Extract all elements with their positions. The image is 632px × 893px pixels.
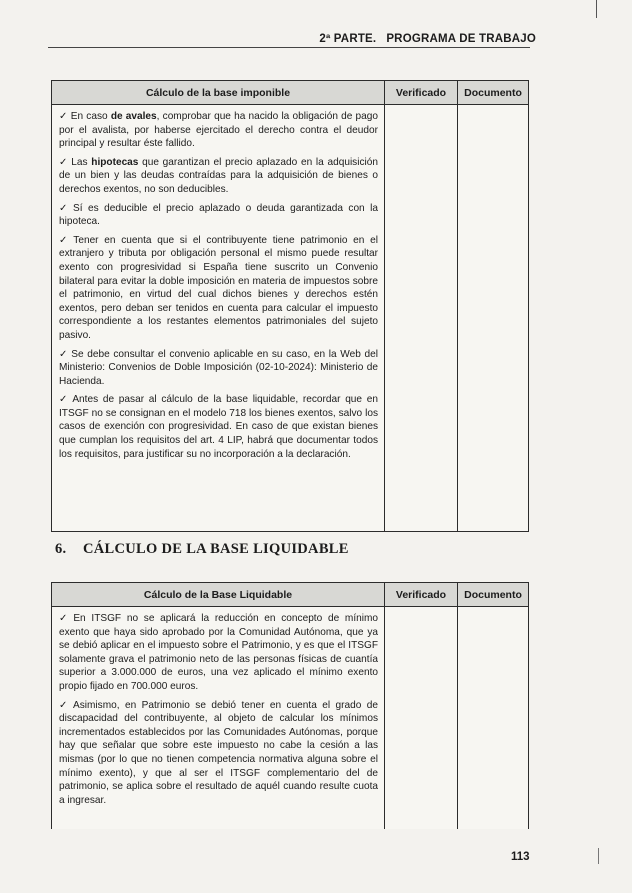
running-header — [319, 33, 536, 45]
column-header-document: Documento — [457, 583, 528, 606]
check-icon: ✓ — [59, 156, 69, 168]
check-icon: ✓ — [59, 394, 70, 406]
item-text: Las — [71, 156, 92, 168]
item-bold-text: hipotecas — [91, 156, 139, 168]
section-title-text: CÁLCULO DE LA BASE LIQUIDABLE — [83, 541, 349, 557]
column-header-verified: Verificado — [384, 81, 457, 104]
item-text: Sí es deducible el precio aplazado o deuda garantizada con la hipoteca. — [59, 202, 378, 228]
base-imponible-table — [51, 80, 529, 532]
item-text: Se debe consultar el convenio aplicable en su caso, en la Web del Ministerio: Convenios de Doble Imposición (02-10-2024): Ministerio de Hacienda. — [59, 348, 378, 387]
table-body — [52, 607, 528, 829]
section-heading — [55, 541, 349, 558]
verified-cell — [384, 607, 457, 829]
column-header-main: Cálculo de la base imponible — [145, 86, 291, 99]
check-icon: ✓ — [59, 202, 71, 214]
table-header — [52, 583, 528, 607]
item-text: que garantizan el precio aplazado en la adquisición de un bien y las deudas contraídas para la adquisición de bienes o derechos exentos, no son deducibles. — [59, 156, 378, 195]
checklist-cell — [52, 105, 384, 531]
document-cell — [457, 105, 528, 531]
table-body — [52, 105, 528, 531]
checklist-cell — [52, 607, 384, 829]
column-header-main: Cálculo de la Base Liquidable — [143, 588, 293, 601]
item-bold-text: de avales — [110, 111, 157, 122]
check-icon: ✓ — [59, 234, 71, 246]
item-text: En ITSGF no se aplicará la reducción en concepto de mínimo exento que haya sido aprobado por la Comunidad Autónoma, que ya se debió aplicar en el impuesto sobre el Patrimonio, y es que el ITSGF solamente grava el patrimonio neto de las personas físicas de cuantía superior a 3.000.000 de euros, una vez aplicado el mínimo exento propio fijado en 700.000 euros. — [59, 613, 378, 692]
checklist-item — [59, 393, 378, 461]
checklist-item — [59, 348, 378, 389]
check-icon: ✓ — [59, 613, 71, 624]
header-section: PROGRAMA DE TRABAJO — [386, 33, 536, 45]
verified-cell — [384, 105, 457, 531]
column-header-verified: Verificado — [384, 583, 457, 606]
checklist-item — [59, 234, 378, 343]
check-icon: ✓ — [59, 699, 70, 711]
item-text: Tener en cuenta que si el contribuyente tiene patrimonio en el extranjero y tributa por obligación personal el mismo puede resultar exento con progresividad si España tiene suscrito un Convenio bilateral para evitar la doble imposición en materia de impuestos sobre el patrimonio, en virtud del cual dichos bienes y derechos estén exentos, pero deban ser tenidos en cuenta para calcular el impuesto correspondiente a los restantes elementos patrimoniales del sujeto pasivo. — [59, 234, 378, 341]
page-number: 113 — [511, 851, 530, 863]
item-text: Asimismo, en Patrimonio se debió tener en cuenta el grado de discapacidad del contribuyente, al objeto de calcular los mínimos incrementados establecidos por las Comunidades Autónomas, porque hay que señalar que sobre este impuesto no cabe la cesión a las mismas (por lo que no tienen competencia normativa alguna sobre el mínimo exento), y que al ser el ITSGF complementario del de patrimonio, se aplica sobre el resultado de aquél cuando resulte cuota a ingresar. — [59, 699, 378, 806]
checklist-item — [59, 156, 378, 197]
table-header — [52, 81, 528, 105]
header-rule — [48, 47, 530, 48]
item-text: , comprobar que ha nacido la obligación de pago por el avalista, por haberse ejercitado el derecho contra el deudor principal y resultar éste fallido. — [59, 111, 378, 150]
document-cell — [457, 607, 528, 829]
checklist-item — [59, 202, 378, 229]
item-text: Antes de pasar al cálculo de la base liquidable, recordar que en ITSGF no se consignan en el modelo 718 los bienes exentos, salvo los casos de exención con progresividad. En caso de que existan bienes que cumplan los requisitos del art. 4 LIP, habrá que documentar todos los requisitos, para justificar su no incorporación a la declaración. — [59, 394, 378, 460]
base-liquidable-table — [51, 582, 529, 829]
header-part: 2ª PARTE. — [319, 33, 377, 45]
checklist-item — [59, 699, 378, 808]
check-icon: ✓ — [59, 111, 68, 122]
item-text: En caso — [70, 111, 111, 122]
checklist-item — [59, 612, 378, 694]
page-edge-mark — [598, 848, 599, 864]
column-header-document: Documento — [457, 81, 528, 104]
check-icon: ✓ — [59, 348, 69, 360]
checklist-item — [59, 110, 378, 151]
section-number: 6. — [55, 541, 67, 557]
page-edge-mark — [596, 0, 597, 18]
